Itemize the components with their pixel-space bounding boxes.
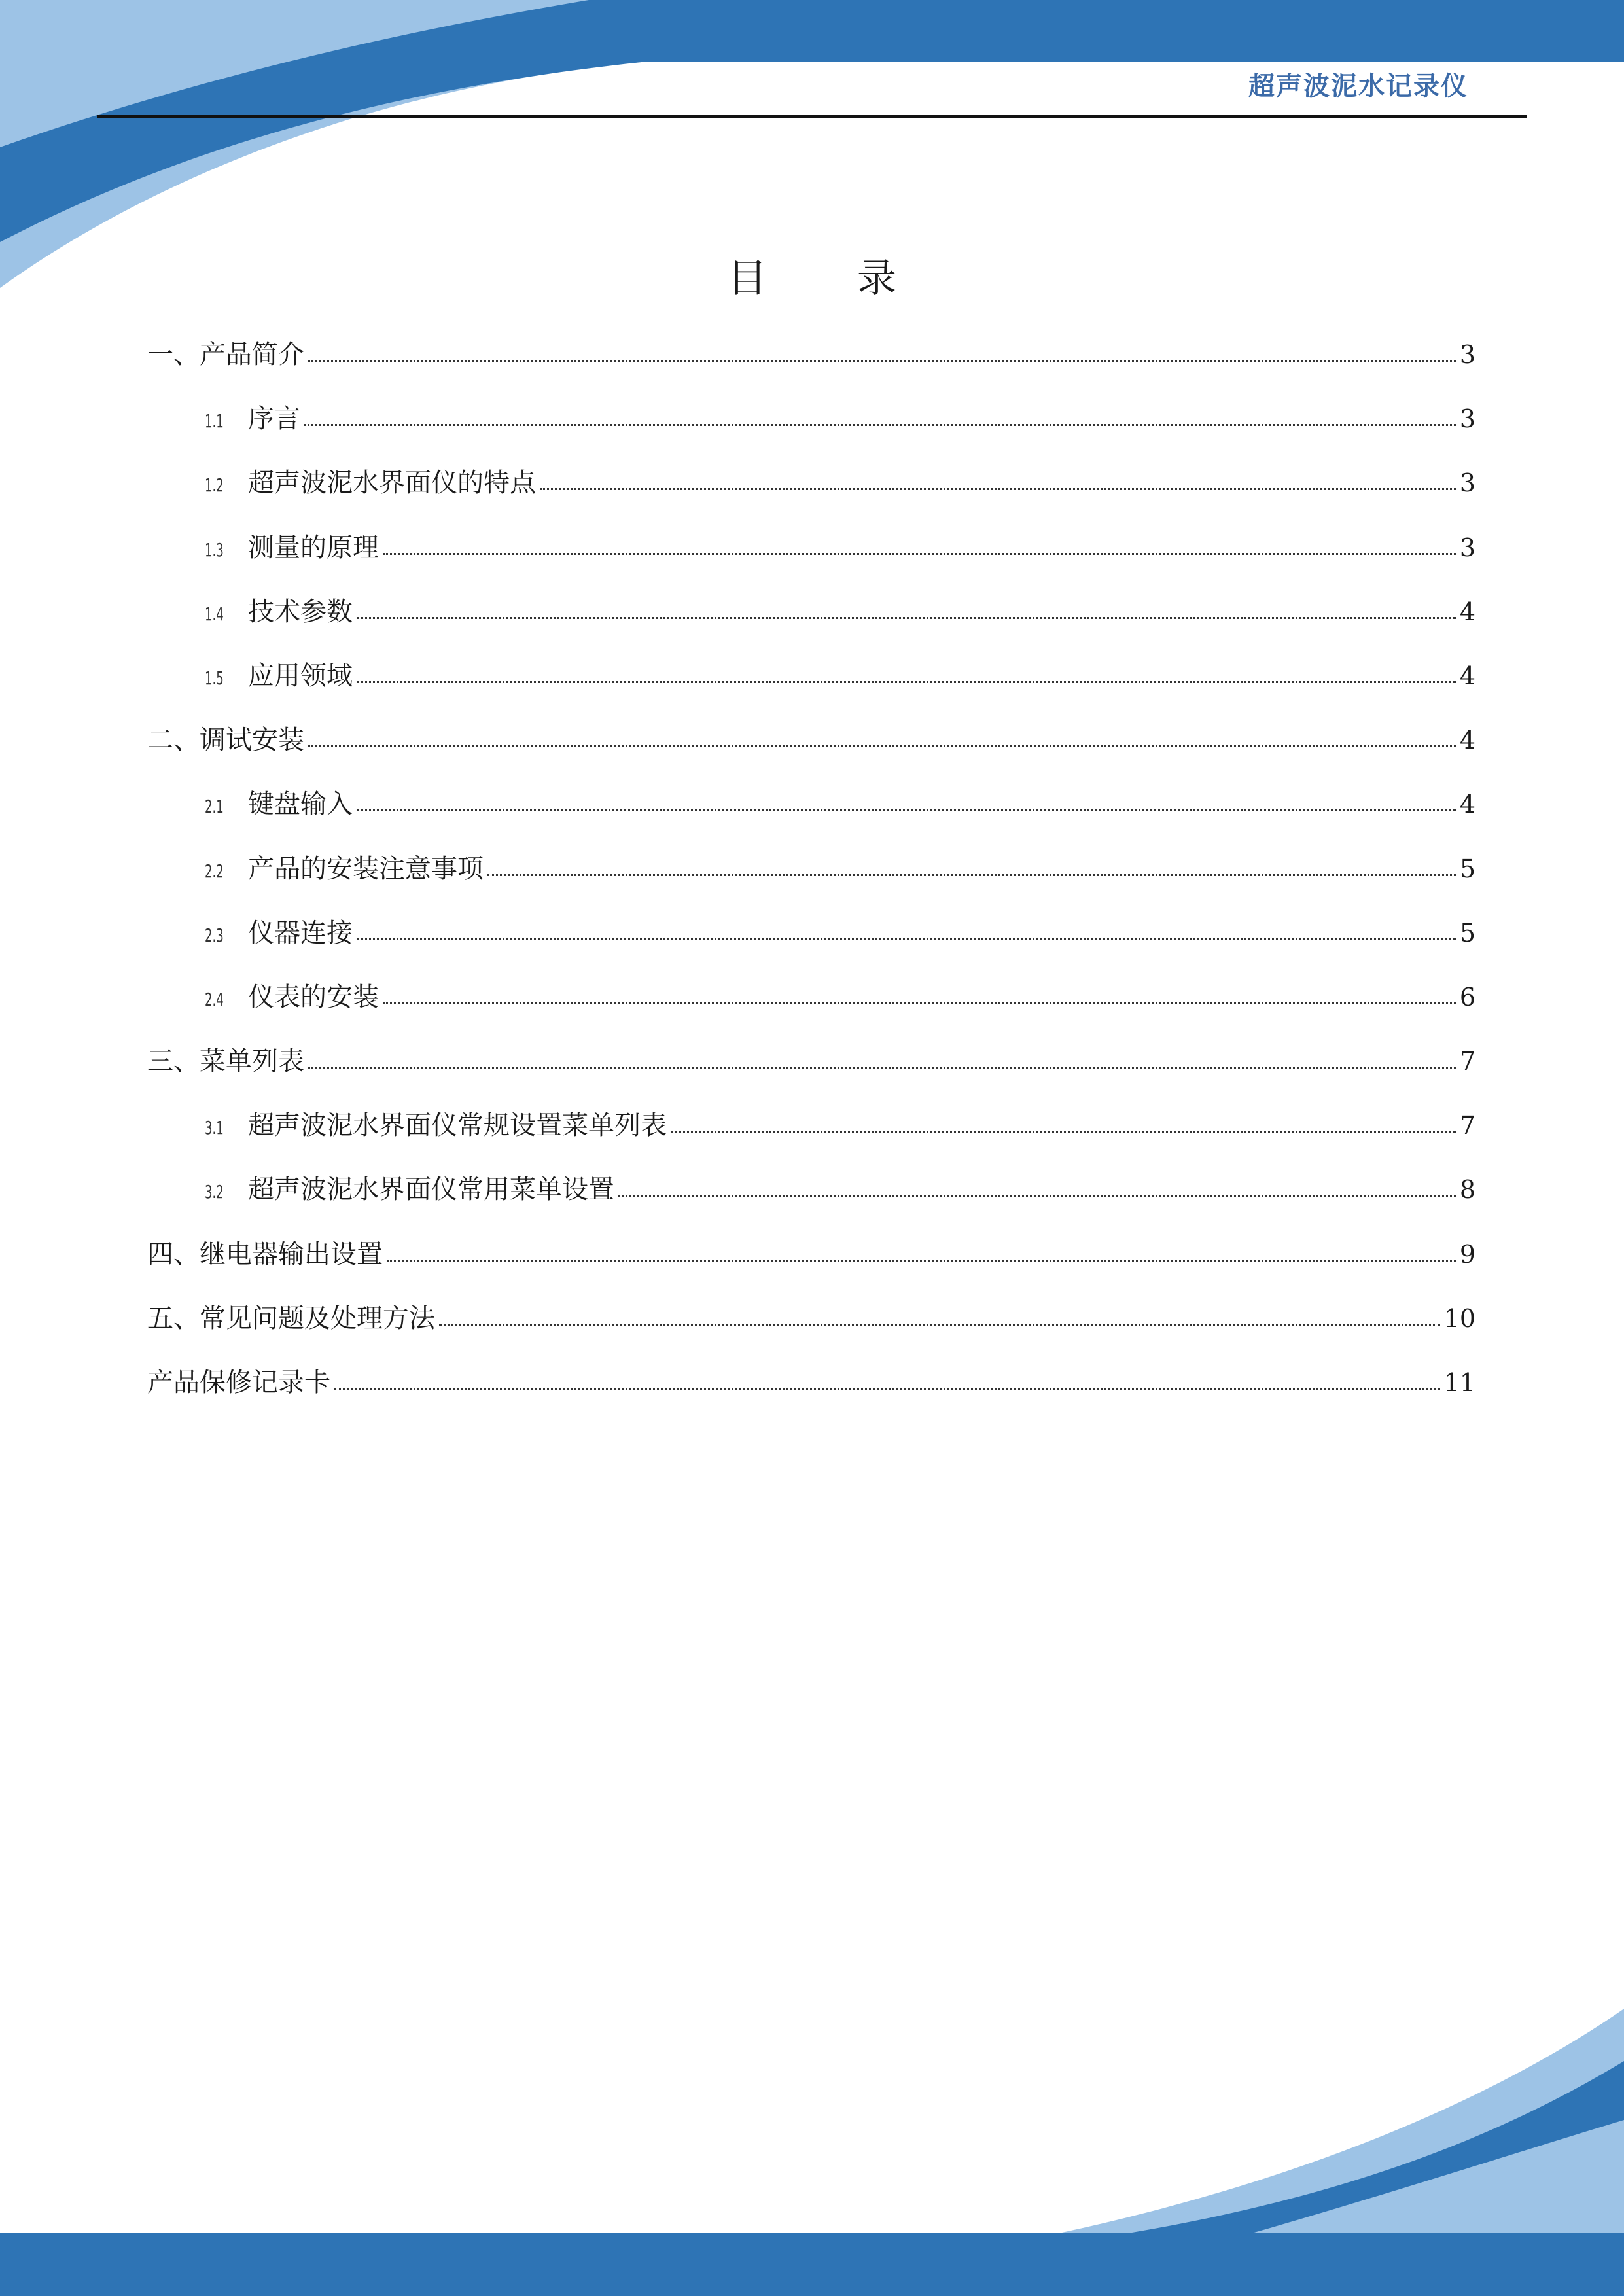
toc-dot-leader — [357, 617, 1456, 619]
toc-dot-leader — [439, 1324, 1440, 1326]
toc-dot-leader — [357, 938, 1456, 940]
toc-dot-leader — [308, 745, 1456, 747]
toc-entry-page-number: 7 — [1459, 1111, 1475, 1140]
toc-dot-leader — [383, 553, 1456, 555]
toc-entry-page-number: 3 — [1459, 404, 1475, 434]
toc-entry[interactable] — [147, 727, 1475, 791]
toc-entry-number: 1.3 — [205, 539, 224, 561]
toc-dot-leader — [304, 424, 1456, 426]
toc-entry-number: 2.1 — [205, 796, 224, 818]
toc-dot-leader — [383, 1002, 1456, 1004]
toc-entry-label: 序言 — [248, 404, 300, 434]
toc-entry[interactable] — [147, 1048, 1475, 1112]
toc-entry-number: 2.3 — [205, 924, 224, 946]
toc-entry-page-number: 10 — [1443, 1303, 1475, 1333]
toc-entry-page-number: 8 — [1459, 1175, 1475, 1205]
toc-entry-label: 三、菜单列表 — [147, 1046, 304, 1077]
toc-dot-leader — [357, 681, 1456, 683]
toc-entry[interactable] — [147, 1241, 1475, 1305]
toc-dot-leader — [308, 1067, 1456, 1069]
toc-entry[interactable] — [147, 1112, 1475, 1176]
toc-entry[interactable] — [147, 342, 1475, 406]
toc-entry-label: 产品的安装注意事项 — [248, 853, 484, 884]
header-rule — [97, 115, 1527, 118]
toc-entry[interactable] — [147, 660, 1475, 727]
toc-entry-label: 技术参数 — [248, 596, 353, 627]
toc-entry-page-number: 4 — [1459, 790, 1475, 819]
table-of-contents — [147, 342, 1475, 1434]
toc-entry-page-number: 3 — [1459, 340, 1475, 369]
toc-entry-label: 键盘输入 — [248, 789, 353, 820]
document-header-title: 超声波泥水记录仪 — [1248, 71, 1468, 101]
toc-entry-number: 3.1 — [205, 1117, 224, 1139]
toc-entry-label: 二、调试安装 — [147, 725, 304, 756]
toc-entry-number: 1.4 — [205, 603, 224, 625]
toc-entry[interactable] — [147, 406, 1475, 470]
toc-dot-leader — [618, 1195, 1456, 1197]
toc-entry-label: 一、产品简介 — [147, 340, 304, 370]
toc-entry-label: 超声波泥水界面仪的特点 — [248, 468, 536, 499]
toc-entry[interactable] — [147, 596, 1475, 663]
toc-entry-page-number: 7 — [1459, 1047, 1475, 1076]
toc-heading: 目录 — [728, 256, 987, 302]
toc-entry-page-number: 5 — [1459, 854, 1475, 883]
toc-entry-page-number: 3 — [1459, 468, 1475, 498]
toc-entry-page-number: 4 — [1459, 597, 1475, 626]
toc-dot-leader — [487, 874, 1456, 876]
toc-entry-page-number: 11 — [1443, 1368, 1475, 1397]
toc-dot-leader — [387, 1260, 1456, 1262]
toc-entry-label: 仪器连接 — [248, 917, 353, 948]
toc-entry-number: 1.5 — [205, 667, 224, 689]
toc-entry[interactable] — [147, 1305, 1475, 1369]
toc-entry-page-number: 3 — [1459, 533, 1475, 562]
toc-entry-label: 五、常见问题及处理方法 — [147, 1303, 435, 1333]
toc-entry-page-number: 9 — [1459, 1239, 1475, 1269]
toc-dot-leader — [671, 1131, 1456, 1133]
toc-entry-number: 3.2 — [205, 1181, 224, 1203]
toc-entry-label: 超声波泥水界面仪常规设置菜单列表 — [248, 1110, 667, 1141]
toc-entry-page-number: 6 — [1459, 982, 1475, 1012]
toc-entry[interactable] — [147, 791, 1475, 855]
toc-entry-number: 1.2 — [205, 474, 224, 497]
toc-entry-number: 2.2 — [205, 860, 224, 882]
toc-entry-page-number: 4 — [1459, 726, 1475, 755]
toc-entry[interactable] — [147, 470, 1475, 534]
toc-entry-label: 产品保修记录卡 — [147, 1368, 330, 1398]
toc-dot-leader — [540, 488, 1456, 490]
toc-entry-label: 仪表的安装 — [248, 981, 379, 1012]
toc-entry[interactable] — [147, 981, 1475, 1048]
toc-entry[interactable] — [147, 1176, 1475, 1241]
toc-entry-label: 四、继电器输出设置 — [147, 1239, 383, 1269]
toc-entry[interactable] — [147, 917, 1475, 984]
toc-entry[interactable] — [147, 853, 1475, 920]
toc-dot-leader — [357, 809, 1456, 811]
toc-entry-page-number: 5 — [1459, 918, 1475, 947]
toc-entry-number: 1.1 — [205, 410, 224, 433]
toc-entry-label: 超声波泥水界面仪常用菜单设置 — [248, 1174, 614, 1205]
toc-entry[interactable] — [147, 1369, 1475, 1434]
toc-entry-label: 测量的原理 — [248, 532, 379, 563]
toc-entry-number: 2.4 — [205, 988, 224, 1010]
toc-entry-page-number: 4 — [1459, 661, 1475, 690]
toc-dot-leader — [308, 360, 1456, 362]
footer-wave-decoration — [0, 1989, 1624, 2296]
toc-dot-leader — [334, 1388, 1440, 1390]
footer-band — [0, 2233, 1624, 2296]
toc-entry-label: 应用领域 — [248, 660, 353, 691]
toc-entry[interactable] — [147, 532, 1475, 599]
